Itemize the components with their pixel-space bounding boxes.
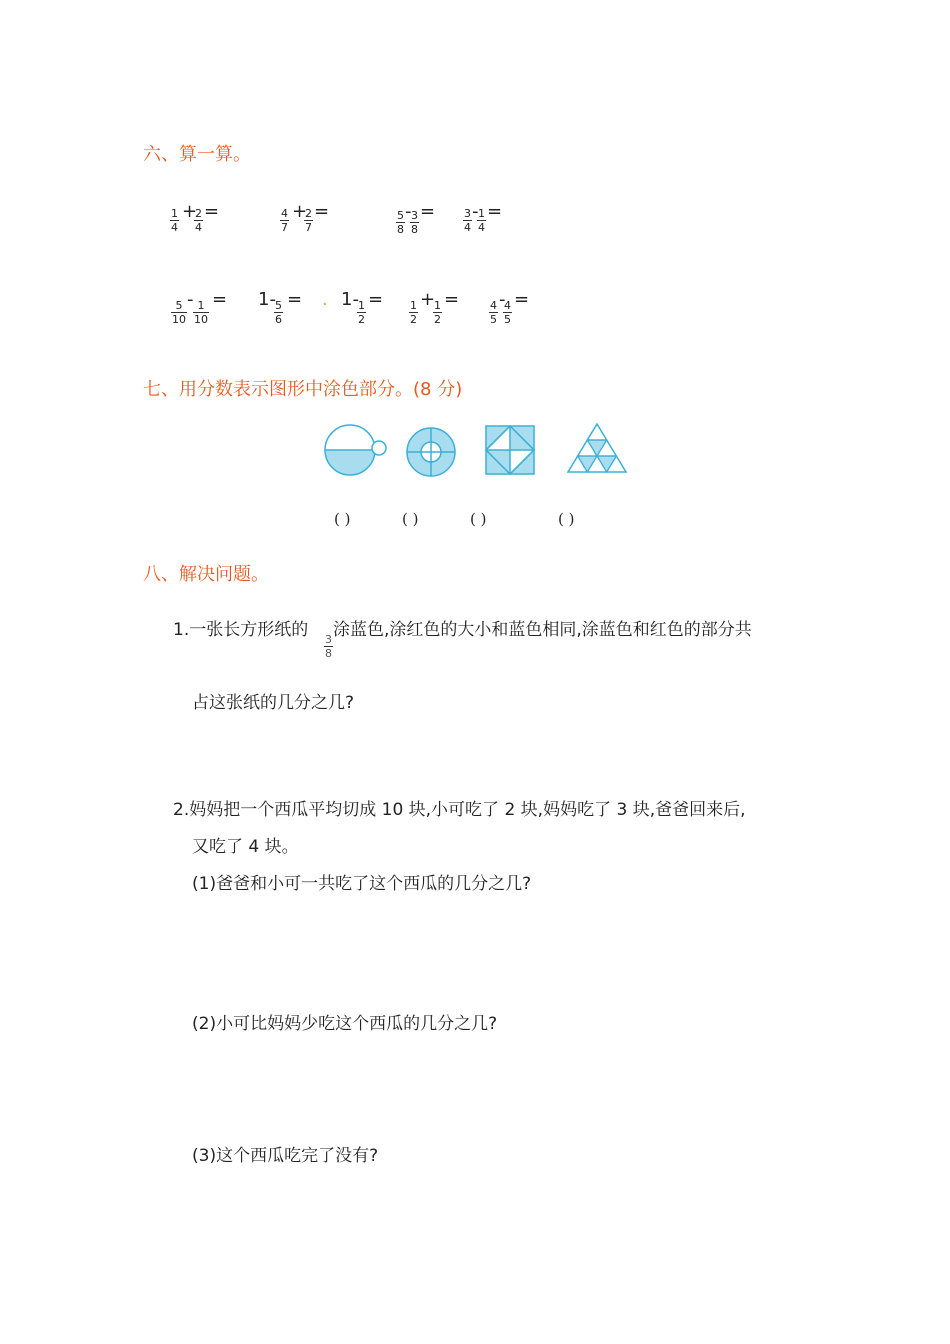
square-diamond-shape [486, 426, 534, 474]
ring-shape [407, 428, 455, 476]
fraction: $\frac{5}{6}$ [275, 299, 282, 326]
answer-blank[interactable]: ( ) [470, 510, 487, 528]
question-1-prefix: 1.一张长方形纸的 [173, 620, 309, 640]
fraction: $\frac{5}{8}$ [397, 209, 404, 236]
fraction: $\frac{1}{2}$ [434, 299, 441, 326]
operator: + [420, 289, 436, 310]
equals-sign: = [487, 201, 503, 222]
fraction: $\frac{5}{10}$ [172, 299, 186, 326]
question-1-text: 涂蓝色,涂红色的大小和蓝色相同,涂蓝色和红色的部分共 [333, 620, 752, 640]
question-2-sub3: (3)这个西瓜吃完了没有? [192, 1146, 379, 1166]
section-8-title: 八、解决问题。 [143, 564, 269, 585]
triangle-shape [568, 424, 626, 472]
section-6-title: 六、算一算。 [143, 144, 251, 165]
fraction: $\frac{1}{2}$ [410, 299, 417, 326]
fraction: $\frac{3}{4}$ [464, 207, 471, 234]
answer-blank[interactable]: ( ) [402, 510, 419, 528]
question-1-line2: 占这张纸的几分之几? [192, 693, 355, 713]
equals-sign: = [368, 289, 384, 310]
fraction: $\frac{2}{7}$ [305, 207, 312, 234]
minuend: 1- [258, 289, 276, 310]
equals-sign: = [444, 289, 460, 310]
operator: - [472, 201, 479, 222]
section-7-title: 七、用分数表示图形中涂色部分。(8 分) [143, 379, 463, 400]
answer-blank[interactable]: ( ) [334, 510, 351, 528]
fraction-shapes [320, 420, 640, 480]
equals-sign: = [420, 201, 436, 222]
equals-sign: = [287, 289, 303, 310]
question-2-line1: 2.妈妈把一个西瓜平均切成 10 块,小可吃了 2 块,妈妈吃了 3 块,爸爸回来后, [173, 800, 746, 820]
equals-sign: = [212, 289, 228, 310]
stray-dot: . [322, 289, 328, 310]
fraction: $\frac{2}{4}$ [195, 207, 202, 234]
fraction: $\frac{1}{4}$ [478, 207, 485, 234]
fraction: $\frac{4}{5}$ [490, 299, 497, 326]
operator: - [405, 201, 412, 222]
equals-sign: = [204, 201, 220, 222]
fraction: $\frac{1}{2}$ [358, 299, 365, 326]
question-2-line2: 又吃了 4 块。 [192, 837, 299, 857]
question-2-sub1: (1)爸爸和小可一共吃了这个西瓜的几分之几? [192, 874, 532, 894]
half-circle-shape [325, 425, 386, 475]
operator: - [499, 289, 506, 310]
fraction: $\frac{1}{4}$ [171, 207, 178, 234]
equals-sign: = [314, 201, 330, 222]
operator: - [187, 289, 194, 310]
question-2-sub2: (2)小可比妈妈少吃这个西瓜的几分之几? [192, 1014, 498, 1034]
fraction: $\frac{4}{5}$ [504, 299, 511, 326]
minuend: 1- [341, 289, 359, 310]
fraction: $\frac{3}{8}$ [411, 209, 418, 236]
operator: + [182, 201, 198, 222]
operator: + [292, 201, 308, 222]
equals-sign: = [514, 289, 530, 310]
answer-blank[interactable]: ( ) [558, 510, 575, 528]
fraction: $\frac{4}{7}$ [281, 207, 288, 234]
fraction: $\frac{1}{10}$ [194, 299, 208, 326]
fraction: $\frac{3}{8}$ [325, 633, 332, 660]
